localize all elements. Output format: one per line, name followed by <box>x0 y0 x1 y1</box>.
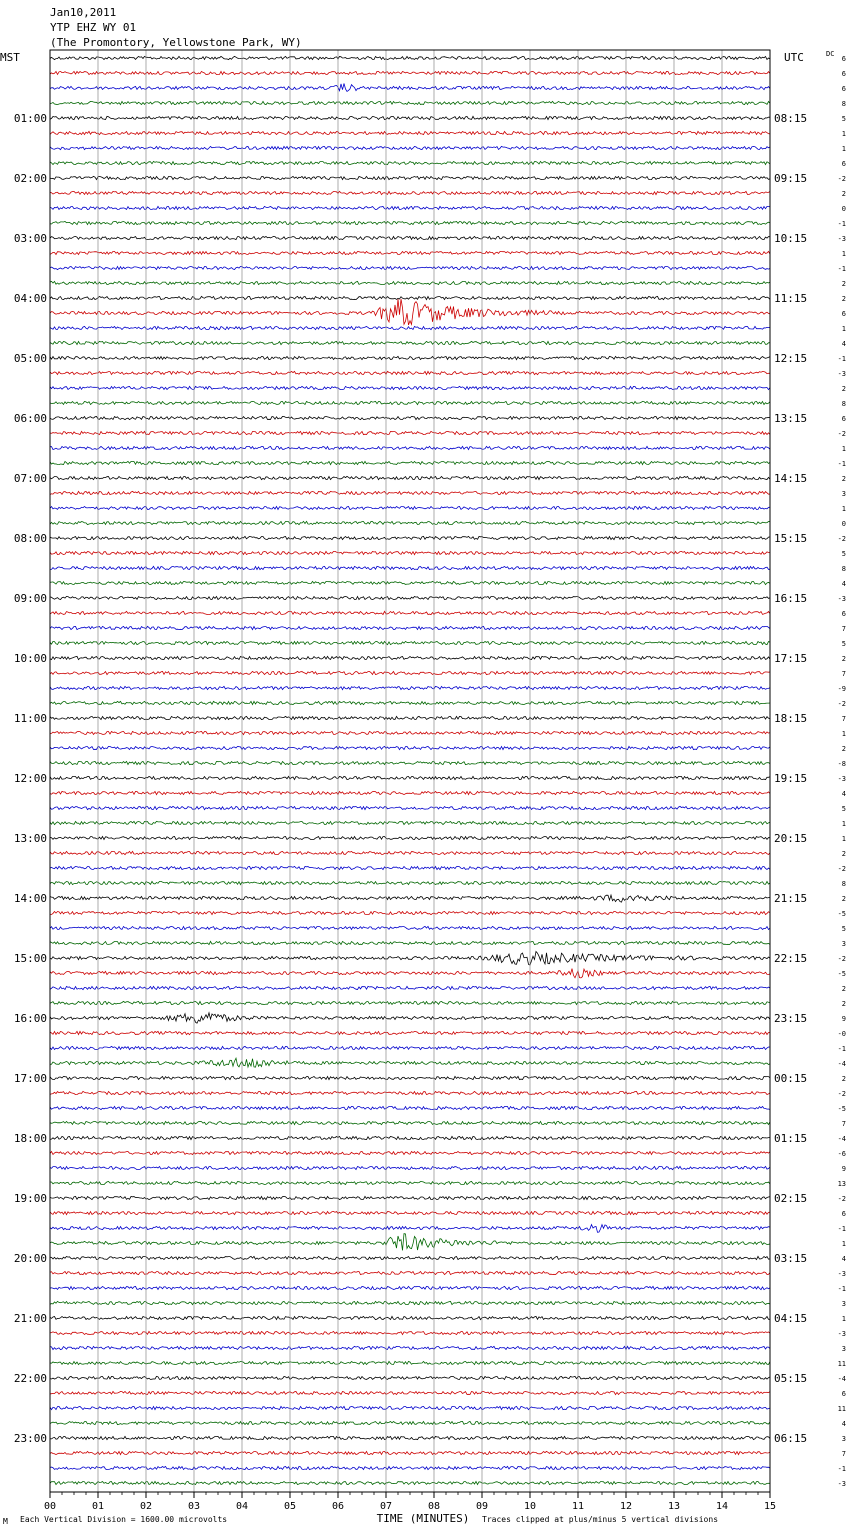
trace-88 <box>50 1376 770 1379</box>
left-hour-label: 14:00 <box>13 892 47 905</box>
dc-offset-value: -5 <box>837 970 846 978</box>
trace-63 <box>50 1001 770 1004</box>
left-hour-label: 01:00 <box>13 112 47 125</box>
left-hour-label: 13:00 <box>13 832 47 845</box>
dc-offset-value: -3 <box>837 370 846 378</box>
dc-offset-value: -8 <box>837 760 846 768</box>
trace-58 <box>50 926 770 929</box>
trace-59 <box>50 941 770 944</box>
trace-20 <box>50 356 770 359</box>
left-hour-label: 21:00 <box>13 1312 47 1325</box>
trace-31 <box>50 521 770 524</box>
right-hour-label: 18:15 <box>774 712 808 725</box>
footer-scale-note: Each Vertical Division = 1600.00 microvolts <box>20 1515 228 1524</box>
trace-0 <box>50 56 770 59</box>
trace-83 <box>50 1301 770 1304</box>
left-hour-label: 07:00 <box>13 472 47 485</box>
header-station: YTP EHZ WY 01 <box>50 21 137 34</box>
trace-19 <box>50 341 770 344</box>
left-hour-label: 11:00 <box>13 712 47 725</box>
dc-offset-value: 3 <box>841 490 846 498</box>
right-hour-label: 16:15 <box>774 592 808 605</box>
trace-92 <box>50 1436 770 1439</box>
right-hour-label: 21:15 <box>774 892 808 905</box>
dc-offset-value: 11 <box>837 1405 846 1413</box>
trace-60 <box>50 952 770 966</box>
left-hour-label: 08:00 <box>13 532 47 545</box>
trace-71 <box>50 1121 770 1124</box>
left-hour-label: 20:00 <box>13 1252 47 1265</box>
dc-offset-value: -2 <box>837 955 846 963</box>
trace-39 <box>50 641 770 644</box>
x-axis-ticks <box>44 1492 776 1512</box>
dc-offset-value: 3 <box>841 1345 846 1353</box>
right-hour-label: 01:15 <box>774 1132 808 1145</box>
left-hour-label: 02:00 <box>13 172 47 185</box>
trace-28 <box>50 476 770 479</box>
dc-offset-value: 7 <box>841 715 846 723</box>
left-hour-label: 12:00 <box>13 772 47 785</box>
trace-37 <box>50 611 770 614</box>
dc-offset-value: 1 <box>841 445 846 453</box>
dc-offset-value: 3 <box>841 940 846 948</box>
trace-50 <box>50 806 770 809</box>
dc-offset-value: 5 <box>841 115 846 123</box>
header-location: (The Promontory, Yellowstone Park, WY) <box>50 36 302 49</box>
dc-offset-value: 11 <box>837 1360 846 1368</box>
x-axis-title: TIME (MINUTES) <box>376 1512 470 1525</box>
dc-offset-value: -1 <box>837 460 846 468</box>
left-timezone-label: MST <box>0 51 20 64</box>
dc-offset-value: 4 <box>841 580 846 588</box>
trace-94 <box>50 1466 770 1469</box>
dc-offset-value: 0 <box>841 205 846 213</box>
trace-54 <box>50 866 770 869</box>
dc-offset-value: -4 <box>837 1375 846 1383</box>
trace-6 <box>50 146 770 149</box>
trace-46 <box>50 746 770 749</box>
trace-67 <box>50 1058 770 1067</box>
trace-13 <box>50 251 770 254</box>
x-tick-label: 14 <box>715 1501 729 1512</box>
trace-91 <box>50 1421 770 1424</box>
trace-55 <box>50 881 770 884</box>
dc-offset-header: DC <box>826 50 835 58</box>
dc-offset-value: 8 <box>841 400 846 408</box>
dc-offset-value: 6 <box>841 1210 846 1218</box>
right-hour-label: 22:15 <box>774 952 808 965</box>
dc-offset-value: 2 <box>841 985 846 993</box>
trace-66 <box>50 1046 770 1049</box>
dc-offset-value: -1 <box>837 1225 846 1233</box>
dc-offset-value: 2 <box>841 475 846 483</box>
trace-80 <box>50 1256 770 1259</box>
right-hour-label: 23:15 <box>774 1012 808 1025</box>
dc-offset-labels <box>838 55 846 1488</box>
trace-7 <box>50 161 770 164</box>
trace-4 <box>50 116 770 119</box>
dc-offset-value: 6 <box>841 415 846 423</box>
dc-offset-value: 2 <box>841 850 846 858</box>
trace-34 <box>50 566 770 569</box>
dc-offset-value: 6 <box>841 1390 846 1398</box>
trace-70 <box>50 1106 770 1109</box>
x-tick-label: 12 <box>619 1501 633 1512</box>
trace-23 <box>50 401 770 404</box>
dc-offset-value: 7 <box>841 625 846 633</box>
trace-65 <box>50 1031 770 1034</box>
left-hour-label: 09:00 <box>13 592 47 605</box>
dc-offset-value: 7 <box>841 1450 846 1458</box>
dc-offset-value: -1 <box>837 355 846 363</box>
dc-offset-value: 8 <box>841 565 846 573</box>
dc-offset-value: 13 <box>837 1180 846 1188</box>
trace-61 <box>50 969 770 978</box>
right-hour-label: 02:15 <box>774 1192 808 1205</box>
left-hour-label: 10:00 <box>13 652 47 665</box>
left-hour-label: 03:00 <box>13 232 47 245</box>
trace-38 <box>50 626 770 629</box>
dc-offset-value: -3 <box>837 1330 846 1338</box>
trace-56 <box>50 895 770 902</box>
left-hour-label: 23:00 <box>13 1432 47 1445</box>
dc-offset-value: 2 <box>841 1000 846 1008</box>
left-hour-label: 15:00 <box>13 952 47 965</box>
trace-73 <box>50 1151 770 1154</box>
trace-17 <box>50 299 770 325</box>
trace-10 <box>50 206 770 209</box>
dc-offset-value: 1 <box>841 1315 846 1323</box>
trace-47 <box>50 761 770 764</box>
x-tick-label: 08 <box>427 1501 441 1512</box>
trace-75 <box>50 1181 770 1184</box>
dc-offset-value: -1 <box>837 1045 846 1053</box>
trace-57 <box>50 911 770 914</box>
right-hour-label: 15:15 <box>774 532 808 545</box>
dc-offset-value: 2 <box>841 655 846 663</box>
x-tick-label: 11 <box>571 1501 585 1512</box>
trace-2 <box>50 84 770 92</box>
dc-offset-value: 6 <box>841 160 846 168</box>
dc-offset-value: -2 <box>837 1195 846 1203</box>
dc-offset-value: 6 <box>841 70 846 78</box>
footer-clip-note: Traces clipped at plus/minus 5 vertical divisions <box>482 1515 719 1524</box>
dc-offset-value: 1 <box>841 130 846 138</box>
dc-offset-value: 1 <box>841 820 846 828</box>
dc-offset-value: -0 <box>837 1030 846 1038</box>
dc-offset-value: 3 <box>841 1300 846 1308</box>
dc-offset-value: -1 <box>837 1285 846 1293</box>
x-tick-label: 07 <box>379 1501 393 1512</box>
header-date: Jan10,2011 <box>50 6 117 19</box>
left-hour-label: 16:00 <box>13 1012 47 1025</box>
trace-42 <box>50 686 770 689</box>
trace-14 <box>50 266 770 269</box>
trace-84 <box>50 1316 770 1319</box>
trace-53 <box>50 851 770 854</box>
trace-1 <box>50 71 770 74</box>
right-hour-label: 13:15 <box>774 412 808 425</box>
trace-68 <box>50 1076 770 1079</box>
x-tick-label: 09 <box>475 1501 489 1512</box>
trace-93 <box>50 1451 770 1454</box>
left-hour-label: 18:00 <box>13 1132 47 1145</box>
left-hour-label: 04:00 <box>13 292 47 305</box>
x-tick-label: 13 <box>667 1501 681 1512</box>
right-hour-label: 03:15 <box>774 1252 808 1265</box>
footer-mark: M <box>3 1517 8 1526</box>
trace-44 <box>50 716 770 719</box>
right-hour-label: 20:15 <box>774 832 808 845</box>
dc-offset-value: 2 <box>841 385 846 393</box>
trace-40 <box>50 656 770 659</box>
right-hour-label: 14:15 <box>774 472 808 485</box>
dc-offset-value: -5 <box>837 1105 846 1113</box>
right-hour-label: 04:15 <box>774 1312 808 1325</box>
trace-43 <box>50 701 770 704</box>
x-tick-label: 02 <box>139 1501 153 1512</box>
x-tick-label: 10 <box>523 1501 537 1512</box>
trace-33 <box>50 551 770 554</box>
trace-81 <box>50 1271 770 1274</box>
trace-69 <box>50 1091 770 1094</box>
right-hour-label: 08:15 <box>774 112 808 125</box>
trace-87 <box>50 1361 770 1364</box>
trace-74 <box>50 1166 770 1169</box>
trace-35 <box>50 581 770 584</box>
dc-offset-value: -5 <box>837 910 846 918</box>
dc-offset-value: 1 <box>841 250 846 258</box>
dc-offset-value: -3 <box>837 595 846 603</box>
x-tick-label: 03 <box>187 1501 201 1512</box>
x-tick-label: 05 <box>283 1501 297 1512</box>
left-hour-label: 05:00 <box>13 352 47 365</box>
trace-24 <box>50 416 770 419</box>
dc-offset-value: 5 <box>841 925 846 933</box>
trace-76 <box>50 1196 770 1199</box>
trace-36 <box>50 596 770 599</box>
left-hour-label: 17:00 <box>13 1072 47 1085</box>
trace-21 <box>50 371 770 374</box>
trace-79 <box>50 1234 770 1251</box>
dc-offset-value: 9 <box>841 1165 846 1173</box>
dc-offset-value: 5 <box>841 805 846 813</box>
dc-offset-value: 6 <box>841 55 846 63</box>
trace-32 <box>50 536 770 539</box>
dc-offset-value: 4 <box>841 340 846 348</box>
right-hour-label: 00:15 <box>774 1072 808 1085</box>
dc-offset-value: 1 <box>841 835 846 843</box>
trace-52 <box>50 836 770 839</box>
trace-3 <box>50 101 770 104</box>
right-hour-label: 10:15 <box>774 232 808 245</box>
dc-offset-value: -2 <box>837 1090 846 1098</box>
dc-offset-value: 8 <box>841 100 846 108</box>
trace-82 <box>50 1286 770 1289</box>
right-hour-label: 19:15 <box>774 772 808 785</box>
trace-89 <box>50 1391 770 1394</box>
trace-29 <box>50 491 770 494</box>
trace-72 <box>50 1136 770 1139</box>
left-hour-label: 19:00 <box>13 1192 47 1205</box>
dc-offset-value: -2 <box>837 430 846 438</box>
left-hour-label: 22:00 <box>13 1372 47 1385</box>
dc-offset-value: 7 <box>841 670 846 678</box>
dc-offset-value: -2 <box>837 535 846 543</box>
trace-18 <box>50 326 770 329</box>
dc-offset-value: 4 <box>841 1420 846 1428</box>
dc-offset-value: 1 <box>841 505 846 513</box>
dc-offset-value: 3 <box>841 1435 846 1443</box>
dc-offset-value: 1 <box>841 1240 846 1248</box>
dc-offset-value: -4 <box>837 1060 846 1068</box>
dc-offset-value: 2 <box>841 295 846 303</box>
dc-offset-value: -3 <box>837 1480 846 1488</box>
dc-offset-value: 6 <box>841 310 846 318</box>
dc-offset-value: 1 <box>841 730 846 738</box>
dc-offset-value: -1 <box>837 220 846 228</box>
right-timezone-label: UTC <box>784 51 804 64</box>
dc-offset-value: 4 <box>841 1255 846 1263</box>
right-hour-label: 09:15 <box>774 172 808 185</box>
dc-offset-value: 6 <box>841 85 846 93</box>
trace-62 <box>50 986 770 989</box>
dc-offset-value: -2 <box>837 865 846 873</box>
trace-64 <box>50 1013 770 1023</box>
trace-45 <box>50 731 770 734</box>
dc-offset-value: 2 <box>841 745 846 753</box>
dc-offset-value: 5 <box>841 550 846 558</box>
dc-offset-value: -1 <box>837 265 846 273</box>
trace-85 <box>50 1331 770 1334</box>
trace-12 <box>50 236 770 239</box>
trace-27 <box>50 461 770 464</box>
dc-offset-value: 8 <box>841 880 846 888</box>
dc-offset-value: -9 <box>837 685 846 693</box>
dc-offset-value: 6 <box>841 610 846 618</box>
x-tick-label: 01 <box>91 1501 105 1512</box>
trace-77 <box>50 1211 770 1214</box>
dc-offset-value: -3 <box>837 235 846 243</box>
trace-8 <box>50 176 770 179</box>
x-tick-label: 15 <box>763 1501 777 1512</box>
dc-offset-value: -1 <box>837 1465 846 1473</box>
dc-offset-value: 4 <box>841 790 846 798</box>
trace-48 <box>50 776 770 779</box>
dc-offset-value: 9 <box>841 1015 846 1023</box>
dc-offset-value: 2 <box>841 190 846 198</box>
trace-30 <box>50 506 770 509</box>
dc-offset-value: -6 <box>837 1150 846 1158</box>
trace-5 <box>50 131 770 134</box>
dc-offset-value: 2 <box>841 895 846 903</box>
right-hour-label: 12:15 <box>774 352 808 365</box>
trace-group <box>50 56 770 1484</box>
trace-41 <box>50 671 770 674</box>
right-hour-label: 11:15 <box>774 292 808 305</box>
trace-15 <box>50 281 770 284</box>
x-tick-label: 04 <box>235 1501 249 1512</box>
trace-25 <box>50 431 770 434</box>
x-tick-label: 00 <box>43 1501 57 1512</box>
dc-offset-value: 2 <box>841 1075 846 1083</box>
trace-16 <box>50 296 770 299</box>
trace-51 <box>50 821 770 824</box>
trace-78 <box>50 1225 770 1233</box>
trace-95 <box>50 1481 770 1484</box>
dc-offset-value: -2 <box>837 700 846 708</box>
dc-offset-value: -4 <box>837 1135 846 1143</box>
trace-49 <box>50 791 770 794</box>
dc-offset-value: 7 <box>841 1120 846 1128</box>
x-tick-label: 06 <box>331 1501 345 1512</box>
trace-90 <box>50 1406 770 1409</box>
right-hour-label: 17:15 <box>774 652 808 665</box>
dc-offset-value: 5 <box>841 640 846 648</box>
dc-offset-value: 0 <box>841 520 846 528</box>
left-hour-label: 06:00 <box>13 412 47 425</box>
trace-86 <box>50 1346 770 1349</box>
dc-offset-value: -2 <box>837 175 846 183</box>
dc-offset-value: 2 <box>841 280 846 288</box>
dc-offset-value: -3 <box>837 1270 846 1278</box>
trace-22 <box>50 386 770 389</box>
dc-offset-value: 1 <box>841 145 846 153</box>
right-hour-label: 06:15 <box>774 1432 808 1445</box>
trace-11 <box>50 221 770 224</box>
trace-26 <box>50 446 770 449</box>
trace-9 <box>50 191 770 194</box>
dc-offset-value: -3 <box>837 775 846 783</box>
dc-offset-value: 1 <box>841 325 846 333</box>
right-hour-label: 05:15 <box>774 1372 808 1385</box>
